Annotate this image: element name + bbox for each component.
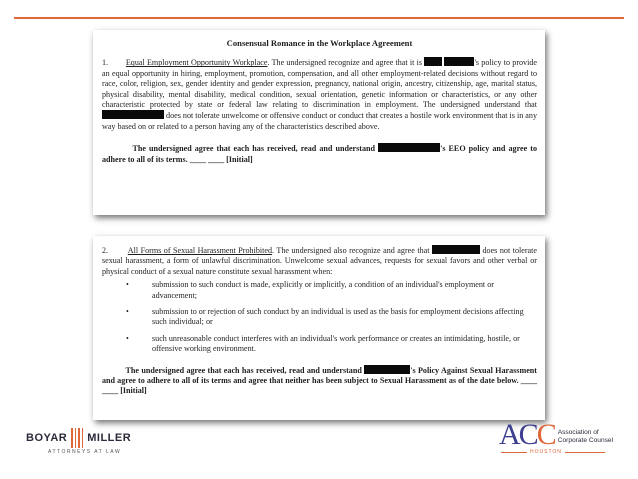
logo-tagline: ATTORNEYS AT LAW xyxy=(48,449,122,455)
section-1-number: 1. xyxy=(102,58,109,68)
logo-word-miller: MILLER xyxy=(87,432,132,444)
section-1-text-a: . The undersigned recognize and agree that it is xyxy=(267,58,422,68)
acc-name-line-2: Corporate Counsel xyxy=(557,437,614,444)
section-2-paragraph xyxy=(102,245,537,277)
acc-name-line-1: Association of xyxy=(557,429,599,436)
list-item-text: such unreasonable conduct interferes with an individual's work performance or creates an intimidating, hostile, or offensive working environment. xyxy=(152,333,520,354)
redaction-bar xyxy=(432,245,480,254)
redaction-bar xyxy=(102,110,164,119)
redaction-bar xyxy=(444,57,474,66)
bullet-icon: • xyxy=(126,333,129,343)
section-1-acknowledgement xyxy=(102,143,537,165)
section-1-ack-text-a: The undersigned agree that each has received, read and understand xyxy=(132,144,376,154)
agreement-section-1-card xyxy=(93,30,545,215)
bullet-icon: • xyxy=(126,307,129,317)
section-1-paragraph xyxy=(102,57,537,132)
top-accent-rule xyxy=(14,17,624,19)
document-title: Consensual Romance in the Workplace Agreement xyxy=(226,38,413,48)
section-2-ack-text-b: 's Policy Against Sexual Harassment and agree to adhere to all of its terms and agree that neither has been subject to Sexual Harassment as of the date below. ____ ____ [Initial] xyxy=(102,365,537,396)
redaction-bar xyxy=(424,57,442,66)
acc-name xyxy=(558,429,613,445)
section-1-text-b: 's policy to provide an equal opportunity in hiring, employment, promotion, compensation, and all other employment-related decisions without regard to race, color, religion, sex, gender identity and gender expression, pregnancy, national origin, ancestry, citizenship, age, marital status, physical disability, mental disability, medical condition, sexual orientation, genetic information or characteristics, or any other characteristic protected by state or federal law relating to discrimination in employment. The undersigned understand that xyxy=(102,58,537,110)
bullet-icon: • xyxy=(126,280,129,290)
redaction-bar xyxy=(364,365,410,374)
section-2-heading: All Forms of Sexual Harassment Prohibited xyxy=(127,246,273,255)
acc-mark-icon: ACC xyxy=(499,418,555,451)
list-item xyxy=(102,280,537,301)
acc-houston-logo xyxy=(499,420,619,468)
list-item-text: submission to such conduct is made, explicitly or implicitly, a condition of an individual's employment or advancement; xyxy=(152,280,494,300)
logo-word-boyar: BOYAR xyxy=(26,432,68,444)
section-2-acknowledgement xyxy=(102,365,537,397)
section-2-number: 2. xyxy=(102,246,109,255)
boyar-miller-logo xyxy=(26,428,146,468)
logo-bars-icon xyxy=(71,428,83,448)
section-1-ack-text-b: 's EEO policy and agree to adhere to all of its terms. ____ ____ [Initial] xyxy=(102,144,537,164)
section-2-ack-text-a: The undersigned agree that each has received, read and understand xyxy=(125,365,362,375)
section-2-text-b: does not tolerate sexual harassment, a form of unlawful discrimination. Unwelcome sexual advances, requests for sexual favors and other verbal or physical conduct of a sexual nature constitute sexual harassment when: xyxy=(102,246,537,276)
list-item-text: submission to or rejection of such conduct by an individual is used as the basis for employment decisions affecting such individual; or xyxy=(152,307,524,327)
section-2-text-a: . The undersigned also recognize and agree that xyxy=(272,246,430,255)
list-item xyxy=(102,334,537,355)
redaction-bar xyxy=(378,143,440,152)
section-1-heading: Equal Employment Opportunity Workplace xyxy=(125,58,268,68)
section-1-text-c: does not tolerate unwelcome or offensive conduct or conduct that creates a hostile work environment that is in any way based on or related to a person having any of the characteristics described above. xyxy=(102,111,537,131)
list-item xyxy=(102,307,537,328)
acc-city: HOUSTON xyxy=(530,449,562,455)
harassment-conditions-list xyxy=(102,280,537,354)
agreement-section-2-card xyxy=(93,236,545,420)
